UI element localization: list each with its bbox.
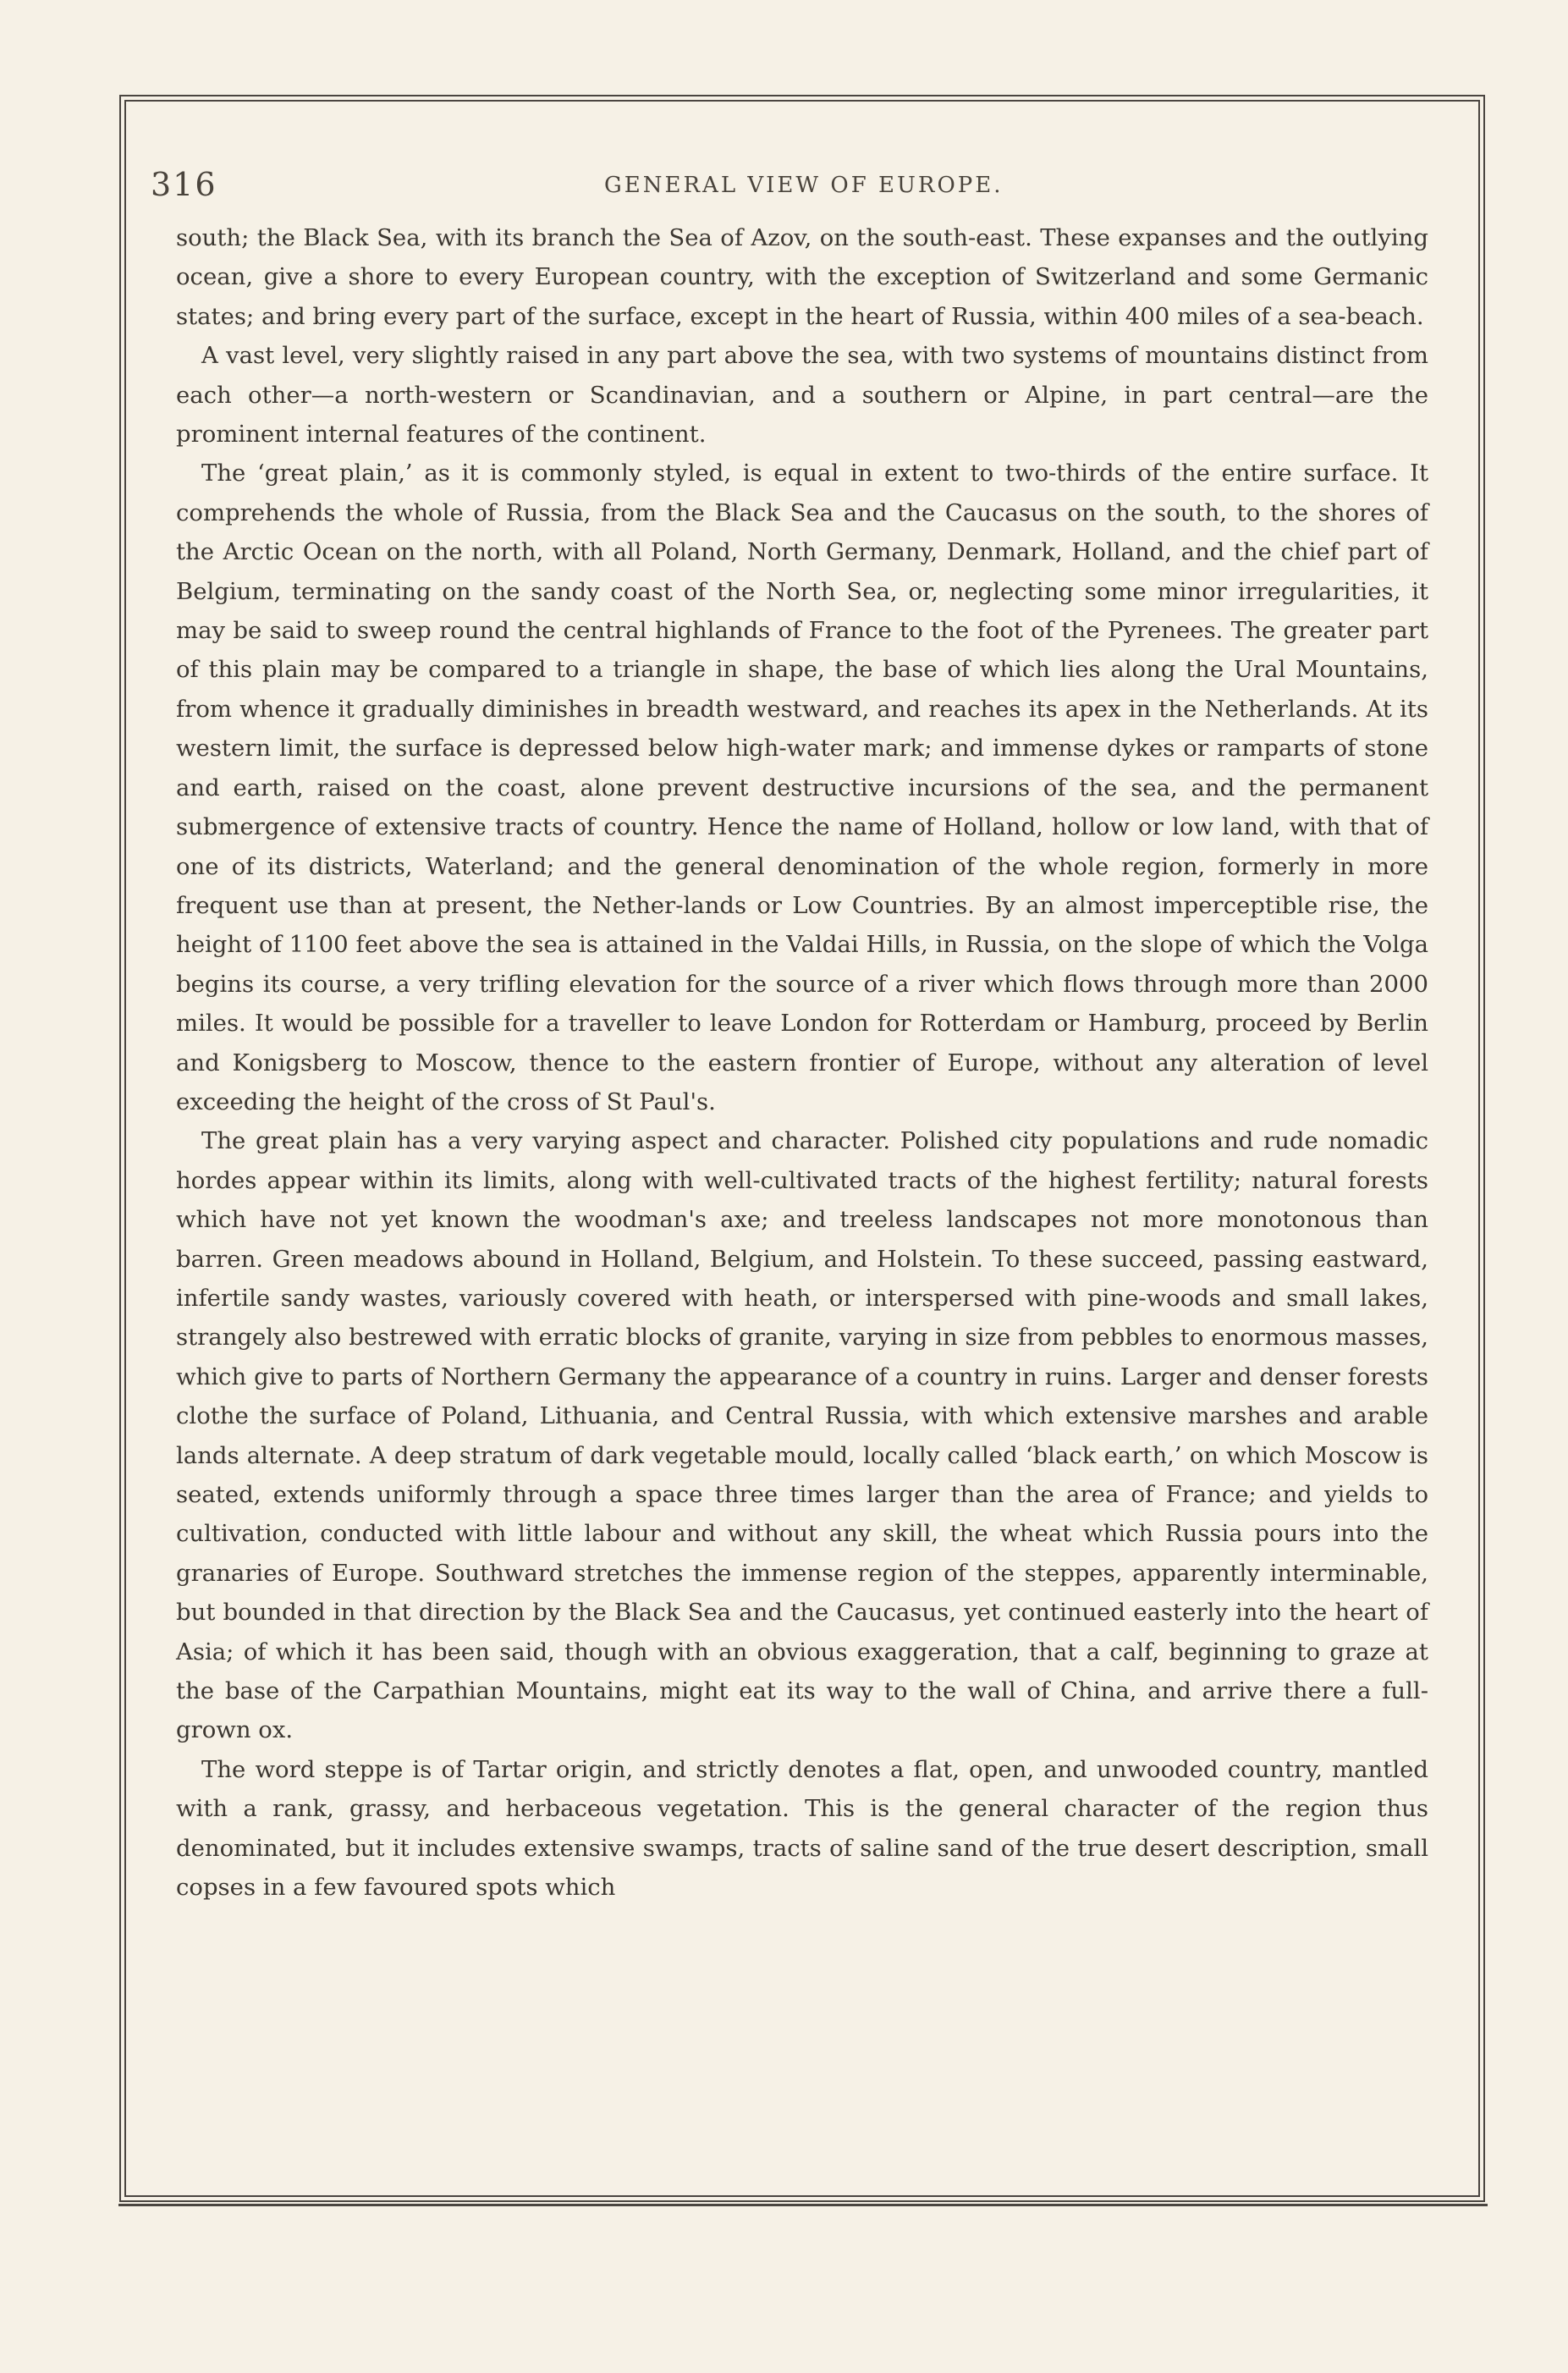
running-title: GENERAL VIEW OF EUROPE. bbox=[604, 173, 1004, 198]
paragraph-2: A vast level, very slightly raised in any part above the sea, with two systems of mountains distinct from each other—a north-western or Scandinavian, and a southern or Alpine, in part central—are the prominent internal features of the continent. bbox=[176, 342, 1428, 449]
paragraph-1: south; the Black Sea, with its branch the Sea of Azov, on the south-east. These expanses and the outlying ocean, give a shore to every European country, with the exception of Switzerland and some Germanic states; and bring every part of the surface, except in the heart of Russia, within 400 miles of a sea-beach. bbox=[176, 224, 1428, 330]
paragraph-4: The great plain has a very varying aspect and character. Polished city populations and rude nomadic hordes appear within its limits, along with well-cultivated tracts of the highest fertility; natural forests which have not yet known the woodman's axe; and treeless landscapes not more monotonous than barren. Green meadows abound in Holland, Belgium, and Holstein. To these succeed, passing eastward, infertile sandy wastes, variously covered with heath, or interspersed with pine-woods and small lakes, strangely also bestrewed with erratic blocks of granite, varying in size from pebbles to enormous masses, which give to parts of Northern Germany the appearance of a country in ruins. Larger and denser forests clothe the surface of Poland, Lithuania, and Central Russia, with which extensive marshes and arable lands alternate. A deep stratum of dark vegetable mould, locally called ‘black earth,’ on which Moscow is seated, extends uniformly through a space three times larger than the area of France; and yields to cultivation, conducted with little labour and without any skill, the wheat which Russia pours into the granaries of Europe. Southward stretches the immense region of the steppes, apparently interminable, but bounded in that direction by the Black Sea and the Caucasus, yet continued easterly into the heart of Asia; of which it has been said, though with an obvious exaggeration, that a calf, beginning to graze at the base of the Carpathian Mountains, might eat its way to the wall of China, and arrive there a full-grown ox. bbox=[176, 1127, 1428, 1744]
running-header bbox=[151, 166, 1454, 208]
page-number: 316 bbox=[151, 166, 217, 203]
paragraph-5: The word steppe is of Tartar origin, and strictly denotes a flat, open, and unwooded country, mantled with a rank, grassy, and herbaceous vegetation. This is the general character of the region thus denominated, but it includes extensive swamps, tracts of saline sand of the true desert description, small copses in a few favoured spots which bbox=[176, 1755, 1428, 1902]
bottom-rule bbox=[118, 2204, 1488, 2206]
body-text bbox=[176, 218, 1428, 1907]
paragraph-3: The ‘great plain,’ as it is commonly styled, is equal in extent to two-thirds of the entire surface. It comprehends the whole of Russia, from the Black Sea and the Caucasus on the south, to the shores of the Arctic Ocean on the north, with all Poland, North Germany, Denmark, Holland, and the chief part of Belgium, terminating on the sandy coast of the North Sea, or, neglecting some minor irregularities, it may be said to sweep round the central highlands of France to the foot of the Pyrenees. The greater part of this plain may be compared to a triangle in shape, the base of which lies along the Ural Mountains, from whence it gradually diminishes in breadth westward, and reaches its apex in the Netherlands. At its western limit, the surface is depressed below high-water mark; and immense dykes or ramparts of stone and earth, raised on the coast, alone prevent destructive incursions of the sea, and the permanent submergence of extensive tracts of country. Hence the name of Holland, hollow or low land, with that of one of its districts, Waterland; and the general denomination of the whole region, formerly in more frequent use than at present, the Nether-lands or Low Countries. By an almost imperceptible rise, the height of 1100 feet above the sea is attained in the Valdai Hills, in Russia, on the slope of which the Volga begins its course, a very trifling elevation for the source of a river which flows through more than 2000 miles. It would be possible for a traveller to leave London for Rotterdam or Hamburg, proceed by Berlin and Konigsberg to Moscow, thence to the eastern frontier of Europe, without any alteration of level exceeding the height of the cross of St Paul's. bbox=[176, 460, 1428, 1115]
